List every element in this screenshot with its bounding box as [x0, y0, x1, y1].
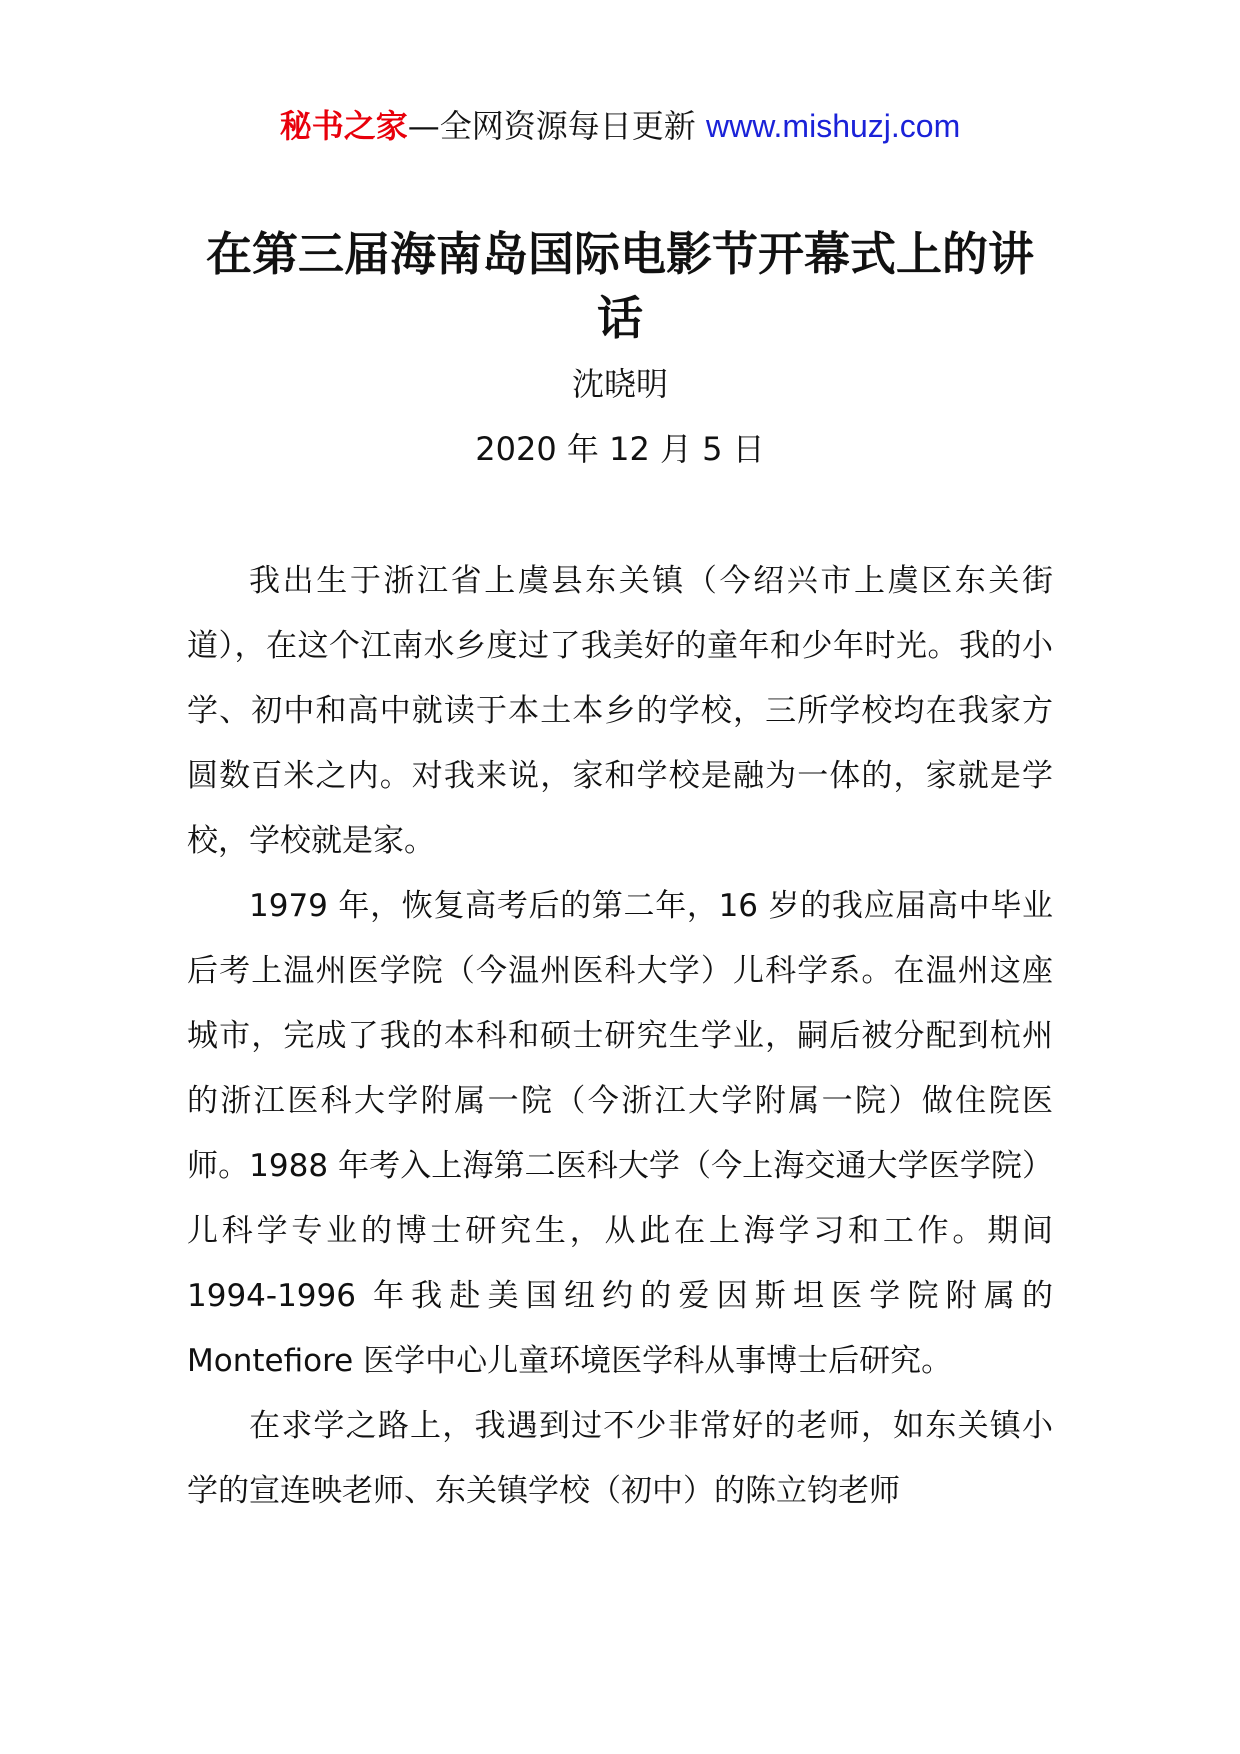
site-banner [0, 98, 1240, 154]
document-body [187, 549, 1053, 1524]
paragraph-3: 在求学之路上，我遇到过不少非常好的老师，如东关镇小学的宣连映老师、东关镇学校（初中）的陈立钧老师 [187, 1408, 1053, 1509]
brand-name: 秘书之家 [279, 107, 408, 145]
paragraph-1: 我出生于浙江省上虞县东关镇（今绍兴市上虞区东关街道），在这个江南水乡度过了我美好的童年和少年时光。我的小学、初中和高中就读于本土本乡的学校，三所学校均在我家方圆数百米之内。对我来说，家和学校是融为一体的，家就是学校，学校就是家。 [187, 563, 1053, 859]
banner-tagline: —全网资源每日更新 [407, 107, 706, 145]
site-url-link[interactable]: www.mishuzj.com [705, 108, 961, 144]
document-title: 在第三届海南岛国际电影节开幕式上的讲话 [206, 227, 1034, 345]
paragraph-2: 1979 年，恢复高考后的第二年，16 岁的我应届高中毕业后考上温州医学院（今温州医科大学）儿科学系。在温州这座城市，完成了我的本科和硕士研究生学业，嗣后被分配到杭州的浙江医科大学附属一院（今浙江大学附属一院）做住院医师。1988 年考入上海第二医科大学（今上海交通大学医学院）儿科学专业的博士研究生，从此在上海学习和工作。期间 1994-1996 年我赴美国纽约的爱因斯坦医学院附属的 Montefiore 医学中心儿童环境医学科从事博士后研究。 [187, 888, 1053, 1379]
speech-date: 2020 年 12 月 5 日 [475, 430, 765, 468]
author-name: 沈晓明 [571, 365, 668, 403]
